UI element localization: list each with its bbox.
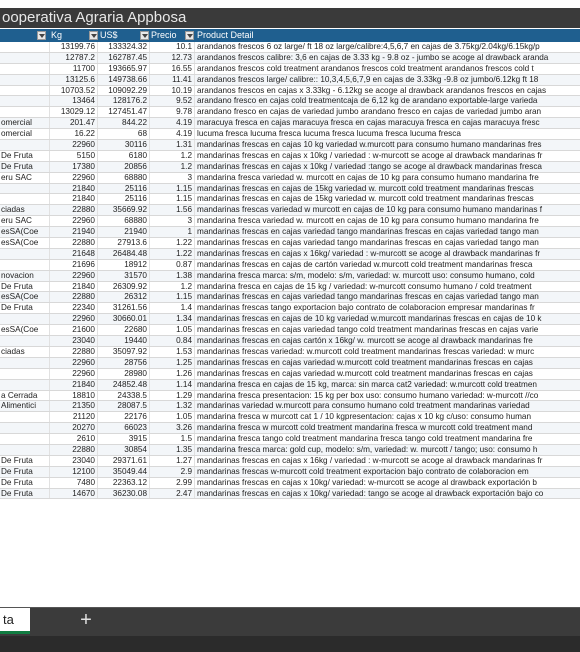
cell-kg[interactable]: 21648 — [50, 249, 98, 259]
table-row[interactable] — [0, 369, 580, 380]
table-row[interactable] — [0, 347, 580, 358]
cell-precio[interactable]: 1.26 — [150, 369, 195, 379]
cell-kg[interactable]: 21120 — [50, 412, 98, 422]
cell-product-detail[interactable]: mandarina fresca variedad w. murcott en cajas de 10 kg para consumo humano mandarina fre — [197, 216, 539, 226]
cell-us[interactable]: 21940 — [98, 227, 150, 237]
cell-product-detail[interactable]: mandarinas frescas en cajas x 16kg/ variedad : w-murcott se acoge al drawback mandarinas fr — [197, 248, 541, 258]
cell-kg[interactable]: 13464 — [50, 96, 98, 106]
table-row[interactable] — [0, 303, 580, 314]
table-row[interactable] — [0, 238, 580, 249]
cell-product-detail[interactable]: arandanos frescos 6 oz large/ ft 18 oz large/calibre:4,5,6,7 en cajas de 3.75kg/2.04kg/6.15kg/p — [197, 42, 540, 51]
cell-kg[interactable]: 22880 — [50, 292, 98, 302]
cell-precio[interactable]: 1 — [150, 227, 195, 237]
table-row[interactable] — [0, 314, 580, 325]
cell-kg[interactable]: 23040 — [50, 456, 98, 466]
cell-precio[interactable]: 1.56 — [150, 205, 195, 215]
cell-product-detail[interactable]: arandanos frescos calibre: 3,6 en cajas de 3.33 kg - 9.8 oz - jumbo se acoge al drawback aranda — [197, 52, 549, 62]
cell-precio[interactable]: 1.25 — [150, 358, 195, 368]
cell-us[interactable]: 30660.01 — [98, 314, 150, 324]
cell-us[interactable]: 22176 — [98, 412, 150, 422]
cell-precio[interactable]: 1.05 — [150, 325, 195, 335]
cell-product-detail[interactable]: mandarinas frescas en cajas de cartón variedad w.murcott cold treatment mandarinas fresca — [197, 259, 533, 269]
cell-product-detail[interactable]: mandarinas frescas en cajas variedad w.murcott cold treatment mandarinas frescas en cajas — [197, 368, 533, 378]
cell-company[interactable] — [0, 75, 50, 85]
cell-company[interactable] — [0, 42, 50, 52]
cell-precio[interactable]: 2.99 — [150, 478, 195, 488]
table-row[interactable] — [0, 445, 580, 456]
data-grid[interactable] — [0, 42, 580, 607]
cell-product-detail[interactable]: mandarina fresca presentacion: 15 kg per box uso: consumo humano variedad: w-murcott //co — [197, 390, 539, 400]
cell-us[interactable]: 26484.48 — [98, 249, 150, 259]
cell-precio[interactable]: 1.34 — [150, 314, 195, 324]
table-row[interactable] — [0, 271, 580, 282]
cell-company[interactable]: Alimentici — [0, 401, 50, 411]
cell-precio[interactable]: 1.2 — [150, 162, 195, 172]
cell-company[interactable] — [0, 380, 50, 390]
cell-product-detail[interactable]: mandarinas frescas en cajas x 10kg / variedad :tango se acoge al drawback mandarinas fresca — [197, 161, 542, 171]
cell-company[interactable] — [0, 358, 50, 368]
cell-product-detail[interactable]: mandarinas frescas en cajas de 15kg variedad w. murcott cold treatment mandarinas frescas — [197, 183, 534, 193]
table-row[interactable] — [0, 456, 580, 467]
cell-kg[interactable]: 7480 — [50, 478, 98, 488]
cell-company[interactable]: a Cerrada — [0, 391, 50, 401]
cell-us[interactable]: 35049.44 — [98, 467, 150, 477]
cell-product-detail[interactable]: mandarina fresca w murcott cat 1 / 10 kgpresentacion: cajas x 10 kg c/uso: consumo human — [197, 412, 532, 422]
cell-precio[interactable]: 4.19 — [150, 118, 195, 128]
cell-us[interactable]: 22363.12 — [98, 478, 150, 488]
cell-company[interactable]: De Fruta — [0, 282, 50, 292]
cell-product-detail[interactable]: mandarinas frescas variedad: w.murcott cold treatment mandarinas frescas variedad: w murc — [197, 346, 535, 356]
cell-us[interactable]: 68880 — [98, 216, 150, 226]
cell-us[interactable]: 127451.47 — [98, 107, 150, 117]
cell-precio[interactable]: 1.4 — [150, 303, 195, 313]
cell-company[interactable] — [0, 184, 50, 194]
cell-product-detail[interactable]: mandarina fresca marca: gold cup, modelo: s/m, variedad: w. murcott / tango; uso: consumo h — [197, 444, 538, 454]
cell-precio[interactable]: 9.78 — [150, 107, 195, 117]
table-row[interactable] — [0, 75, 580, 86]
cell-product-detail[interactable]: arandanos frescos cold treatment arandanos frescos cold treatment arandanos frescos cold t — [197, 63, 534, 73]
cell-company[interactable]: De Fruta — [0, 303, 50, 313]
cell-precio[interactable]: 1.22 — [150, 238, 195, 248]
table-row[interactable] — [0, 107, 580, 118]
cell-product-detail[interactable]: mandarinas frescas en cajas variedad tango mandarinas frescas en cajas variedad tango man — [197, 292, 539, 302]
cell-company[interactable]: eru SAC — [0, 173, 50, 183]
cell-us[interactable]: 68 — [98, 129, 150, 139]
cell-company[interactable] — [0, 423, 50, 433]
cell-kg[interactable]: 13199.76 — [50, 42, 98, 52]
cell-us[interactable]: 19440 — [98, 336, 150, 346]
cell-precio[interactable]: 1.15 — [150, 194, 195, 204]
cell-precio[interactable]: 1.29 — [150, 391, 195, 401]
cell-precio[interactable]: 10.19 — [150, 86, 195, 96]
cell-kg[interactable]: 18810 — [50, 391, 98, 401]
cell-precio[interactable]: 1.14 — [150, 380, 195, 390]
cell-company[interactable]: ciadas — [0, 205, 50, 215]
cell-kg[interactable]: 21600 — [50, 325, 98, 335]
cell-product-detail[interactable]: mandarina fresca en cajas de 15 kg, marca: sin marca cat2 variedad: w.murcott cold treatmen — [197, 379, 537, 389]
table-row[interactable] — [0, 173, 580, 184]
cell-kg[interactable]: 16.22 — [50, 129, 98, 139]
cell-precio[interactable]: 1.35 — [150, 445, 195, 455]
header-us: US$ — [100, 30, 118, 40]
table-row[interactable] — [0, 140, 580, 151]
cell-kg[interactable]: 14670 — [50, 489, 98, 499]
cell-kg[interactable]: 22960 — [50, 140, 98, 150]
table-row[interactable] — [0, 184, 580, 195]
cell-us[interactable]: 68880 — [98, 173, 150, 183]
cell-company[interactable]: omercial — [0, 129, 50, 139]
cell-product-detail[interactable]: mandarinas frescas en cajas variedad w.murcott cold treatment mandarinas frescas en cajas — [197, 357, 533, 367]
cell-company[interactable] — [0, 434, 50, 444]
table-row[interactable] — [0, 53, 580, 64]
cell-precio[interactable]: 1.2 — [150, 282, 195, 292]
cell-kg[interactable]: 13125.6 — [50, 75, 98, 85]
cell-company[interactable] — [0, 96, 50, 106]
table-row[interactable] — [0, 282, 580, 293]
cell-product-detail[interactable]: arandanos frescos en cajas x 3.33kg - 6.12kg se acoge al drawback arandanos frescos en cajas — [197, 85, 547, 95]
cell-precio[interactable]: 2.9 — [150, 467, 195, 477]
cell-precio[interactable]: 1.22 — [150, 249, 195, 259]
cell-company[interactable] — [0, 140, 50, 150]
cell-precio[interactable]: 3 — [150, 173, 195, 183]
cell-product-detail[interactable]: mandarina fresca variedad w. murcott en cajas de 10 kg para consumo humano mandarina fre — [197, 172, 539, 182]
cell-company[interactable] — [0, 194, 50, 204]
filter-dropdown-icon[interactable] — [140, 31, 149, 40]
table-row[interactable] — [0, 216, 580, 227]
cell-us[interactable]: 29371.61 — [98, 456, 150, 466]
table-row[interactable] — [0, 292, 580, 303]
cell-product-detail[interactable]: mandarinas frescas en cajas variedad tango mandarinas frescas en cajas variedad tango man — [197, 227, 539, 237]
cell-precio[interactable]: 1.15 — [150, 292, 195, 302]
cell-precio[interactable]: 3.26 — [150, 423, 195, 433]
cell-kg[interactable]: 21940 — [50, 227, 98, 237]
cell-product-detail[interactable]: mandarinas frescas variedad w murcott en cajas de 10 kg para consumo humano mandarinas f — [197, 205, 542, 215]
cell-product-detail[interactable]: mandarinas frescas en cajas variedad tango cold treatment mandarinas frescas en cajas varie — [197, 325, 539, 335]
cell-kg[interactable]: 21840 — [50, 184, 98, 194]
cell-precio[interactable]: 10.1 — [150, 42, 195, 52]
cell-product-detail[interactable]: mandarina fresca marca: s/m, modelo: s/m, variedad: w. murcott uso: consumo humano, cold — [197, 270, 535, 280]
cell-precio[interactable]: 1.32 — [150, 401, 195, 411]
cell-company[interactable]: esSA(Coe — [0, 238, 50, 248]
cell-company[interactable]: De Fruta — [0, 151, 50, 161]
cell-precio[interactable]: 3 — [150, 216, 195, 226]
cell-kg[interactable]: 21840 — [50, 194, 98, 204]
cell-precio[interactable]: 16.55 — [150, 64, 195, 74]
cell-us[interactable]: 3915 — [98, 434, 150, 444]
cell-precio[interactable]: 0.87 — [150, 260, 195, 270]
table-row[interactable] — [0, 205, 580, 216]
cell-us[interactable]: 31570 — [98, 271, 150, 281]
cell-company[interactable] — [0, 53, 50, 63]
status-bar — [0, 636, 580, 652]
header-precio: Precio — [151, 30, 177, 40]
cell-us[interactable]: 24852.48 — [98, 380, 150, 390]
cell-company[interactable] — [0, 249, 50, 259]
cell-product-detail[interactable]: mandarinas frescas w-murcott cold treatment exportacion bajo contrato de colaboracion em — [197, 466, 529, 476]
cell-product-detail[interactable]: mandarinas frescas en cajas x 10kg/ variedad: tango se acoge al drawback exportación bajo co — [197, 488, 544, 498]
cell-product-detail[interactable]: mandarina fresca en cajas de 15 kg / variedad: w-murcott consumo humano / cold treatment — [197, 281, 532, 291]
cell-precio[interactable]: 1.2 — [150, 151, 195, 161]
header-kg: Kg — [51, 30, 63, 40]
cell-company[interactable]: esSA(Coe — [0, 292, 50, 302]
column-header-row — [0, 29, 580, 42]
cell-us[interactable]: 26312 — [98, 292, 150, 302]
cell-company[interactable] — [0, 336, 50, 346]
cell-product-detail[interactable]: mandarinas frescas tango exportacion bajo contrato de colaboracion empresar mandarinas fr — [197, 303, 535, 313]
cell-precio[interactable]: 12.73 — [150, 53, 195, 63]
cell-us[interactable]: 27913.6 — [98, 238, 150, 248]
cell-kg[interactable]: 17380 — [50, 162, 98, 172]
table-row[interactable] — [0, 401, 580, 412]
cell-us[interactable]: 20856 — [98, 162, 150, 172]
cell-company[interactable]: De Fruta — [0, 489, 50, 499]
cell-precio[interactable]: 1.05 — [150, 412, 195, 422]
table-row[interactable] — [0, 260, 580, 271]
table-row[interactable] — [0, 391, 580, 402]
cell-kg[interactable]: 21350 — [50, 401, 98, 411]
cell-company[interactable]: De Fruta — [0, 162, 50, 172]
cell-kg[interactable]: 13029.12 — [50, 107, 98, 117]
table-row[interactable] — [0, 96, 580, 107]
cell-kg[interactable]: 22960 — [50, 271, 98, 281]
cell-company[interactable]: De Fruta — [0, 478, 50, 488]
cell-precio[interactable]: 0.84 — [150, 336, 195, 346]
table-row[interactable] — [0, 249, 580, 260]
filter-dropdown-icon[interactable] — [89, 31, 98, 40]
cell-us[interactable]: 25116 — [98, 194, 150, 204]
cell-kg[interactable]: 2610 — [50, 434, 98, 444]
cell-us[interactable]: 28756 — [98, 358, 150, 368]
cell-kg[interactable]: 22340 — [50, 303, 98, 313]
cell-precio[interactable]: 4.19 — [150, 129, 195, 139]
table-row[interactable] — [0, 194, 580, 205]
cell-company[interactable]: omercial — [0, 118, 50, 128]
cell-company[interactable] — [0, 64, 50, 74]
cell-us[interactable]: 30854 — [98, 445, 150, 455]
table-row[interactable] — [0, 42, 580, 53]
top-edge — [0, 0, 580, 8]
cell-us[interactable]: 30116 — [98, 140, 150, 150]
cell-company[interactable] — [0, 107, 50, 117]
table-row[interactable] — [0, 86, 580, 97]
cell-product-detail[interactable]: mandarinas frescas en cajas 10 kg variedad w.murcott para consumo humano mandarinas fres — [197, 140, 542, 150]
cell-kg[interactable]: 21696 — [50, 260, 98, 270]
cell-product-detail[interactable]: arandano fresco en cajas de variedad jumbo arandano fresco en cajas de variedad jumbo aran — [197, 107, 542, 117]
cell-precio[interactable]: 2.47 — [150, 489, 195, 499]
cell-us[interactable]: 844.22 — [98, 118, 150, 128]
cell-us[interactable]: 193665.97 — [98, 64, 150, 74]
sheet-title-row[interactable] — [0, 8, 580, 28]
cell-product-detail[interactable]: mandarina fresca w murcott cold treatment mandarina fresca w murcott cold treatment mand — [197, 423, 533, 433]
cell-us[interactable]: 133324.32 — [98, 42, 150, 52]
cell-us[interactable]: 28980 — [98, 369, 150, 379]
cell-precio[interactable]: 9.52 — [150, 96, 195, 106]
cell-product-detail[interactable]: mandarinas frescas en cajas variedad tango mandarinas frescas en cajas variedad tango man — [197, 238, 539, 248]
cell-kg[interactable]: 20270 — [50, 423, 98, 433]
cell-us[interactable]: 162787.45 — [98, 53, 150, 63]
cell-product-detail[interactable]: mandarinas frescas en cajas de 15kg variedad w. murcott cold treatment mandarinas frescas — [197, 194, 534, 204]
table-row[interactable] — [0, 478, 580, 489]
cell-us[interactable]: 28087.5 — [98, 401, 150, 411]
cell-company[interactable]: eru SAC — [0, 216, 50, 226]
table-row[interactable] — [0, 358, 580, 369]
cell-precio[interactable]: 1.15 — [150, 184, 195, 194]
cell-precio[interactable]: 1.38 — [150, 271, 195, 281]
filter-dropdown-icon[interactable] — [185, 31, 194, 40]
cell-us[interactable]: 25116 — [98, 184, 150, 194]
cell-kg[interactable]: 10703.52 — [50, 86, 98, 96]
cell-kg[interactable]: 22880 — [50, 347, 98, 357]
cell-kg[interactable]: 22880 — [50, 238, 98, 248]
table-row[interactable] — [0, 423, 580, 434]
sheet-tab-bar — [0, 607, 580, 636]
cell-us[interactable]: 31261.56 — [98, 303, 150, 313]
cell-us[interactable]: 109092.29 — [98, 86, 150, 96]
cell-us[interactable]: 26309.92 — [98, 282, 150, 292]
add-sheet-icon[interactable]: + — [80, 609, 92, 631]
header-product-detail: Product Detail — [197, 30, 254, 40]
table-row[interactable] — [0, 412, 580, 423]
cell-kg[interactable]: 22960 — [50, 216, 98, 226]
table-row[interactable] — [0, 467, 580, 478]
cell-product-detail[interactable]: mandarinas frescas en cajas x 10kg / variedad : w-murcott se acoge al drawback mandarinas fr — [197, 150, 543, 160]
cell-company[interactable]: De Fruta — [0, 456, 50, 466]
table-row[interactable] — [0, 162, 580, 173]
cell-company[interactable]: ciadas — [0, 347, 50, 357]
cell-product-detail[interactable]: mandarinas variedad w.murcott para consumo humano cold treatment mandarinas variedad — [197, 401, 530, 411]
cell-company[interactable] — [0, 369, 50, 379]
cell-product-detail[interactable]: mandarinas frescas en cajas cartón x 16kg/ w. murcott se acoge al drawback mandarinas fre — [197, 336, 533, 346]
cell-kg[interactable]: 21840 — [50, 380, 98, 390]
table-row[interactable] — [0, 118, 580, 129]
cell-precio[interactable]: 1.53 — [150, 347, 195, 357]
cell-kg[interactable]: 12787.2 — [50, 53, 98, 63]
cell-us[interactable]: 24338.5 — [98, 391, 150, 401]
table-row[interactable] — [0, 380, 580, 391]
cell-precio[interactable]: 1.5 — [150, 434, 195, 444]
cell-kg[interactable]: 22960 — [50, 173, 98, 183]
cell-company[interactable]: novacion — [0, 271, 50, 281]
cell-product-detail[interactable]: mandarinas frescas en cajas x 16kg / variedad : w-murcott se acoge al drawback mandarinas fr — [197, 455, 543, 465]
cell-us[interactable]: 22680 — [98, 325, 150, 335]
filter-dropdown-icon[interactable] — [37, 31, 46, 40]
table-row[interactable] — [0, 489, 580, 500]
cell-company[interactable] — [0, 260, 50, 270]
cell-product-detail[interactable]: mandarinas frescas en cajas x 10kg/ variedad: w-murcott se acoge al drawback exportación b — [197, 477, 537, 487]
cell-company[interactable]: De Fruta — [0, 467, 50, 477]
cell-kg[interactable]: 5150 — [50, 151, 98, 161]
cell-company[interactable] — [0, 445, 50, 455]
cell-company[interactable] — [0, 86, 50, 96]
cell-us[interactable]: 149738.66 — [98, 75, 150, 85]
table-row[interactable] — [0, 129, 580, 140]
cell-kg[interactable]: 12100 — [50, 467, 98, 477]
table-row[interactable] — [0, 227, 580, 238]
sheet-tab-active[interactable]: ta — [0, 608, 30, 634]
cell-kg[interactable]: 23040 — [50, 336, 98, 346]
sheet-title: ooperativa Agraria Appbosa — [2, 9, 187, 26]
cell-kg[interactable]: 22960 — [50, 369, 98, 379]
table-row[interactable] — [0, 336, 580, 347]
cell-product-detail[interactable]: maracuya fresca en cajas maracuya fresca en cajas maracuya fresca en cajas maracuya fresc — [197, 118, 540, 128]
cell-us[interactable]: 6180 — [98, 151, 150, 161]
cell-us[interactable]: 18912 — [98, 260, 150, 270]
cell-kg[interactable]: 201.47 — [50, 118, 98, 128]
cell-product-detail[interactable]: mandarinas frescas en cajas de 10 kg variedad w.murcott mandarinas frescas en cajas de 10 k — [197, 314, 542, 324]
table-row[interactable] — [0, 151, 580, 162]
cell-kg[interactable]: 22880 — [50, 205, 98, 215]
cell-product-detail[interactable]: mandarina fresca tango cold treatment mandarina fresca tango cold treatment mandarina fre — [197, 434, 533, 444]
table-row[interactable] — [0, 325, 580, 336]
cell-product-detail[interactable]: lucuma fresca lucuma fresca lucuma fresca lucuma fresca lucuma fresca — [197, 129, 461, 139]
cell-company[interactable] — [0, 314, 50, 324]
cell-us[interactable]: 66023 — [98, 423, 150, 433]
cell-company[interactable] — [0, 412, 50, 422]
cell-kg[interactable]: 21840 — [50, 282, 98, 292]
cell-us[interactable]: 35097.92 — [98, 347, 150, 357]
cell-product-detail[interactable]: arandanos frescos large/ calibre:: 10,3,4,5,6,7,9 en cajas de 3.33kg -9.8 oz jumbo/6.12kg ft 18 — [197, 74, 539, 84]
cell-kg[interactable]: 11700 — [50, 64, 98, 74]
table-row[interactable] — [0, 64, 580, 75]
cell-kg[interactable]: 22880 — [50, 445, 98, 455]
cell-us[interactable]: 36230.08 — [98, 489, 150, 499]
cell-kg[interactable]: 22960 — [50, 358, 98, 368]
cell-us[interactable]: 35669.92 — [98, 205, 150, 215]
cell-product-detail[interactable]: arandano fresco en cajas cold treatmentcaja de 6,12 kg de arandano exportable-large varieda — [197, 96, 538, 106]
cell-company[interactable]: esSA(Coe — [0, 227, 50, 237]
cell-company[interactable]: esSA(Coe — [0, 325, 50, 335]
cell-kg[interactable]: 22960 — [50, 314, 98, 324]
cell-precio[interactable]: 1.31 — [150, 140, 195, 150]
table-row[interactable] — [0, 434, 580, 445]
cell-precio[interactable]: 11.41 — [150, 75, 195, 85]
cell-us[interactable]: 128176.2 — [98, 96, 150, 106]
cell-precio[interactable]: 1.27 — [150, 456, 195, 466]
